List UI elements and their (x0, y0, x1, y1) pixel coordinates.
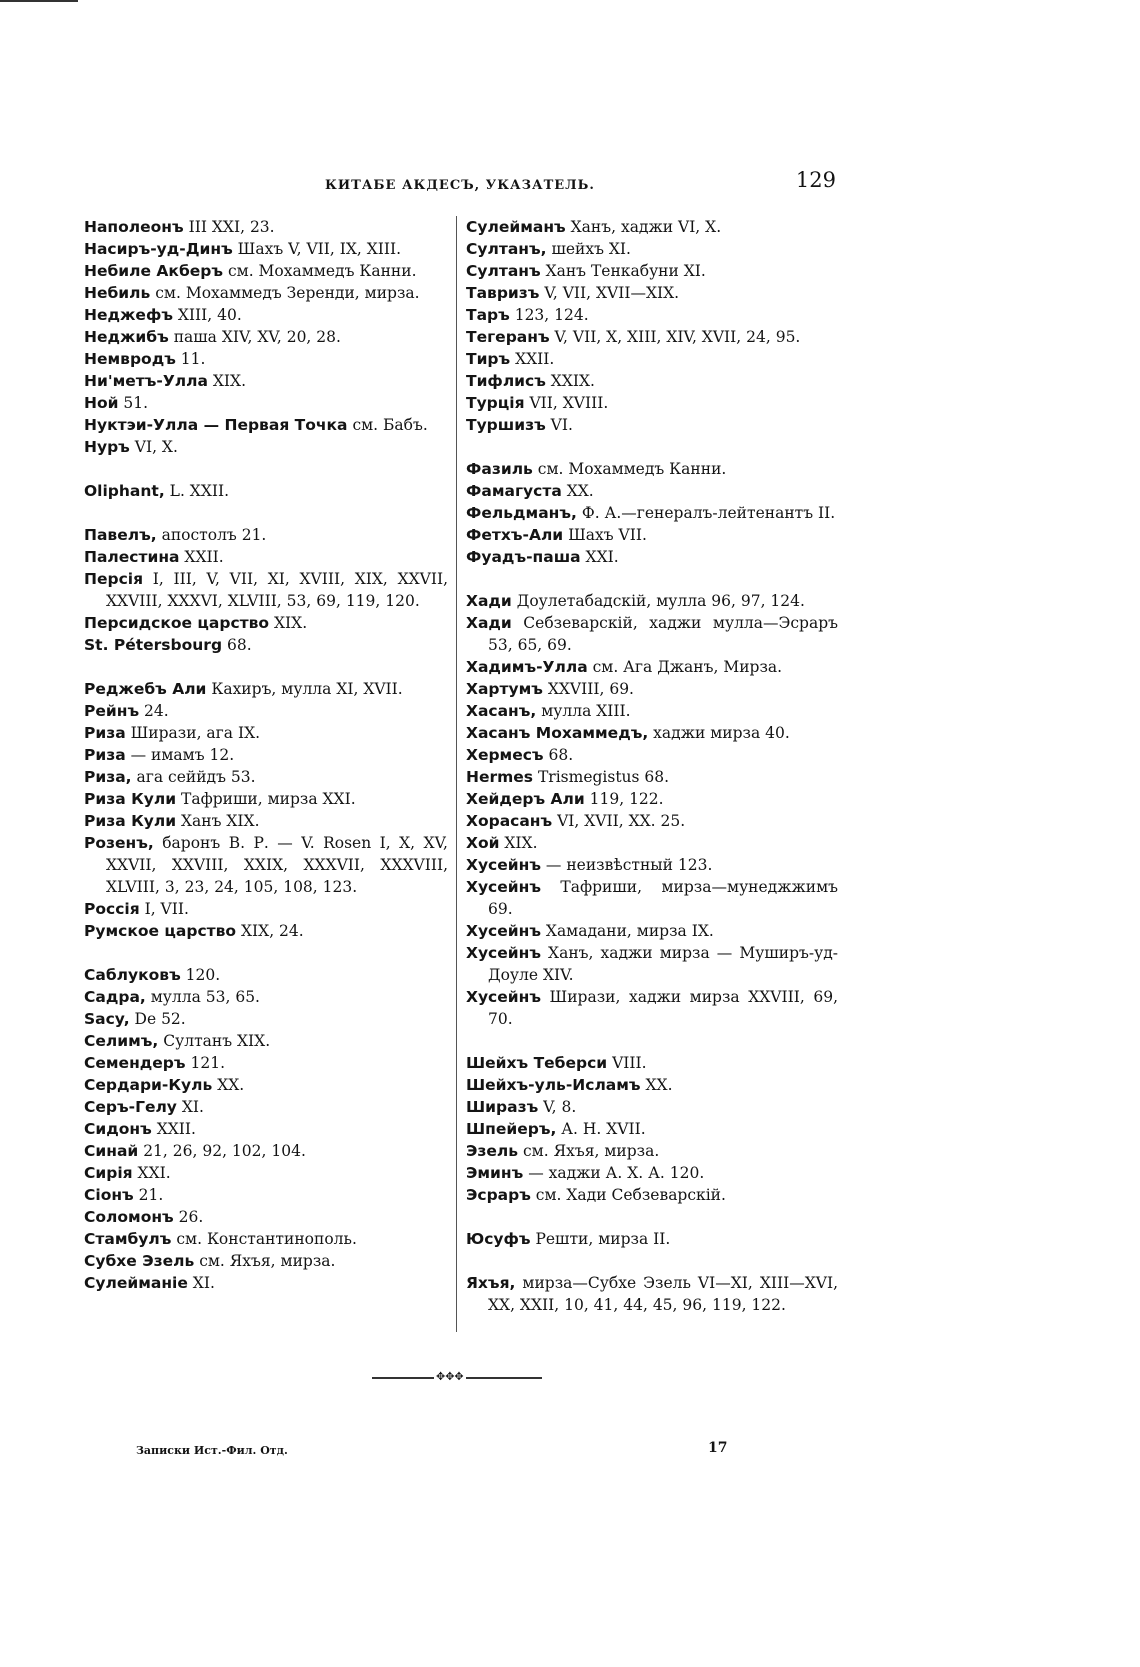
index-entry (466, 700, 838, 722)
entry-references: Ханъ Тенкабуни XI. (540, 262, 706, 280)
entry-headword: Персія (84, 570, 144, 588)
index-entry (84, 1074, 448, 1096)
entry-references: XI. (176, 1098, 204, 1116)
running-title: КИТАБЕ АКДЕСЪ, УКАЗАТЕЛЬ. (325, 178, 595, 193)
index-entry (466, 920, 838, 942)
entry-headword: Sacy, (84, 1010, 130, 1028)
entry-references: III XXI, 23. (183, 218, 275, 236)
entry-references: Тафриши, мирза—мунеджжимъ 69. (488, 878, 838, 918)
entry-references: XX. (640, 1076, 673, 1094)
index-entry (466, 348, 838, 370)
index-entry (466, 744, 838, 766)
entry-references: 26. (173, 1208, 204, 1226)
entry-headword: Небиль (84, 284, 151, 302)
entry-headword: Сулейманъ (466, 218, 566, 236)
entry-references: см. Мохаммедъ Канни. (223, 262, 417, 280)
entry-headword: Турція (466, 394, 525, 412)
entry-references: баронъ В. Р. — V. Rosen I, X, XV, XXVII, XXVIII, XXIX, XXXVII, XXXVIII, XLVIII, 3, 23, 24, 105, 108, 123. (106, 834, 448, 896)
entry-gap (466, 1206, 838, 1228)
entry-references: XX. (561, 482, 594, 500)
entry-headword: Сулейманіе (84, 1274, 188, 1292)
index-entry (466, 766, 838, 788)
entry-references: VII, XVIII. (524, 394, 609, 412)
index-entry (84, 480, 448, 502)
entry-headword: Синай (84, 1142, 139, 1160)
page-number: 129 (795, 168, 836, 192)
entry-references: см. Ага Джанъ, Мирза. (587, 658, 783, 676)
entry-headword: Павелъ, (84, 526, 157, 544)
entry-headword: Хусейнъ (466, 878, 541, 896)
entry-references: VI, X. (129, 438, 178, 456)
entry-headword: Риза Кули (84, 790, 177, 808)
entry-headword: Палестина (84, 548, 180, 566)
index-entry (466, 832, 838, 854)
entry-headword: Хорасанъ (466, 812, 553, 830)
entry-references: Шахъ VII. (563, 526, 647, 544)
index-entry (466, 238, 838, 260)
index-entry (466, 678, 838, 700)
entry-references: Ф. А.—генералъ-лейтенантъ II. (576, 504, 836, 522)
index-entry (84, 634, 448, 656)
index-column-right (466, 216, 838, 1316)
index-entry (466, 986, 838, 1030)
entry-references: см. Мохаммедъ Зеренди, мирза. (150, 284, 420, 302)
entry-headword: Саблуковъ (84, 966, 181, 984)
entry-headword: Хасанъ Мохаммедъ, (466, 724, 649, 742)
index-entry (84, 414, 448, 436)
entry-references: мулла 53, 65. (145, 988, 260, 1006)
entry-references: XIX. (499, 834, 538, 852)
entry-headword: Эзель (466, 1142, 519, 1160)
entry-headword: Риза, (84, 768, 132, 786)
entry-headword: Соломонъ (84, 1208, 174, 1226)
index-entry (466, 612, 838, 656)
index-entry (84, 238, 448, 260)
entry-references: 24. (139, 702, 169, 720)
index-entry (466, 788, 838, 810)
entry-headword: Фамагуста (466, 482, 562, 500)
entry-references: см. Яхъя, мирза. (194, 1252, 336, 1270)
index-entry (466, 524, 838, 546)
entry-references: XXI. (580, 548, 619, 566)
index-entry (466, 216, 838, 238)
index-entry (84, 568, 448, 612)
index-entry (466, 502, 838, 524)
column-divider (456, 216, 457, 1332)
entry-references: V, 8. (538, 1098, 577, 1116)
entry-headword: Эминъ (466, 1164, 524, 1182)
entry-headword: Султанъ, (466, 240, 547, 258)
entry-references: 51. (118, 394, 149, 412)
entry-headword: Хусейнъ (466, 856, 541, 874)
entry-references: — хаджи А. Х. А. 120. (523, 1164, 705, 1182)
entry-references: см. Яхъя, мирза. (518, 1142, 660, 1160)
entry-references: Шахъ V, VII, IX, XIII. (232, 240, 402, 258)
entry-headword: Султанъ (466, 262, 541, 280)
entry-references: V, VII, XVII—XIX. (539, 284, 680, 302)
entry-headword: Небиле Акберъ (84, 262, 224, 280)
entry-references: L. XXII. (164, 482, 230, 500)
footer-journal-title: Записки Ист.-Фил. Отд. (136, 1444, 288, 1457)
index-entry (84, 1250, 448, 1272)
index-entry (84, 1162, 448, 1184)
entry-headword: Сіонъ (84, 1186, 134, 1204)
entry-headword: Риза (84, 746, 126, 764)
index-entry (466, 876, 838, 920)
entry-headword: Риза (84, 724, 126, 742)
index-entry (84, 436, 448, 458)
footer-signature-mark: 17 (708, 1440, 728, 1456)
entry-references: Султанъ XIX. (158, 1032, 271, 1050)
index-entry (84, 810, 448, 832)
entry-references: 68. (543, 746, 574, 764)
entry-references: XXI. (132, 1164, 171, 1182)
index-entry (84, 986, 448, 1008)
entry-headword: Яхъя, (466, 1274, 516, 1292)
index-entry (84, 1096, 448, 1118)
entry-headword: Россія (84, 900, 140, 918)
index-entry (84, 744, 448, 766)
index-entry (466, 1184, 838, 1206)
entry-references: 11. (175, 350, 206, 368)
index-entry (466, 942, 838, 986)
index-entry (84, 1272, 448, 1294)
entry-headword: Туршизъ (466, 416, 546, 434)
index-entry (84, 832, 448, 898)
index-entry (84, 524, 448, 546)
entry-headword: Тиръ (466, 350, 511, 368)
entry-headword: Немвродъ (84, 350, 176, 368)
index-entry (84, 898, 448, 920)
index-entry (84, 304, 448, 326)
entry-references: Доулетабадскій, мулла 96, 97, 124. (511, 592, 805, 610)
entry-headword: Румское царство (84, 922, 237, 940)
entry-references: мирза—Субхе Эзель VI—XI, XIII—XVI, XX, XXII, 10, 41, 44, 45, 96, 119, 122. (488, 1274, 838, 1314)
entry-headword: Розенъ, (84, 834, 154, 852)
entry-headword: Садра, (84, 988, 146, 1006)
entry-references: XI. (187, 1274, 215, 1292)
index-entry (84, 282, 448, 304)
entry-references: 21, 26, 92, 102, 104. (138, 1142, 306, 1160)
entry-headword: St. Pétersbourg (84, 636, 223, 654)
index-entry (466, 458, 838, 480)
end-ornament (372, 1372, 542, 1384)
entry-gap (466, 1250, 838, 1272)
entry-headword: Тавризъ (466, 284, 540, 302)
index-entry (466, 480, 838, 502)
entry-headword: Неджефъ (84, 306, 173, 324)
entry-references: XIX. (207, 372, 246, 390)
entry-headword: Шейхъ Теберси (466, 1054, 608, 1072)
entry-references: Ширази, ага IX. (125, 724, 261, 742)
index-entry (466, 546, 838, 568)
index-entry (466, 1272, 838, 1316)
index-entry (466, 656, 838, 678)
entry-references: XXII. (179, 548, 224, 566)
index-entry (466, 260, 838, 282)
index-entry (84, 1030, 448, 1052)
entry-references: Ханъ, хаджи VI, X. (565, 218, 722, 236)
index-entry (84, 370, 448, 392)
index-entry (84, 1008, 448, 1030)
index-entry (466, 1052, 838, 1074)
entry-references: 119, 122. (584, 790, 664, 808)
entry-headword: Юсуфъ (466, 1230, 531, 1248)
entry-references: VI, XVII, XX. 25. (552, 812, 686, 830)
entry-references: XIII, 40. (172, 306, 242, 324)
entry-headword: Рейнъ (84, 702, 140, 720)
entry-references: XXVIII, 69. (542, 680, 634, 698)
index-entry (84, 788, 448, 810)
entry-gap (84, 458, 448, 480)
index-entry (84, 920, 448, 942)
entry-gap (84, 502, 448, 524)
entry-references: см. Константинополь. (171, 1230, 357, 1248)
entry-references: Ширази, хаджи мирза XXVIII, 69, 70. (488, 988, 838, 1028)
entry-headword: Хусейнъ (466, 944, 541, 962)
entry-headword: Нуръ (84, 438, 130, 456)
entry-references: XXII. (510, 350, 555, 368)
index-entry (84, 722, 448, 744)
entry-headword: Семендеръ (84, 1054, 186, 1072)
entry-headword: Сирія (84, 1164, 133, 1182)
index-entry (84, 700, 448, 722)
index-entry (84, 1184, 448, 1206)
entry-references: Trismegistus 68. (533, 768, 670, 786)
index-entry (466, 326, 838, 348)
index-entry (466, 1118, 838, 1140)
entry-headword: Фетхъ-Али (466, 526, 564, 544)
entry-headword: Реджебъ Али (84, 680, 207, 698)
entry-headword: Неджибъ (84, 328, 169, 346)
entry-headword: Эсраръ (466, 1186, 531, 1204)
index-entry (466, 854, 838, 876)
index-entry (466, 1228, 838, 1250)
index-entry (84, 348, 448, 370)
entry-references: Ханъ, хаджи мирза — Муширъ-уд-Доуле XIV. (488, 944, 838, 984)
entry-headword: Ни'метъ-Улла (84, 372, 208, 390)
entry-headword: Хадимъ-Улла (466, 658, 588, 676)
entry-headword: Стамбулъ (84, 1230, 172, 1248)
entry-references: Себзеварскій, хаджи мулла—Эсраръ 53, 65, 69. (488, 614, 838, 654)
entry-headword: Ной (84, 394, 119, 412)
entry-references: хаджи мирза 40. (648, 724, 790, 742)
entry-headword: Хусейнъ (466, 988, 541, 1006)
index-entry (466, 282, 838, 304)
top-rule (0, 0, 78, 2)
entry-references: см. Мохаммедъ Канни. (532, 460, 727, 478)
entry-references: паша XIV, XV, 20, 28. (168, 328, 341, 346)
entry-headword: Шейхъ-уль-Исламъ (466, 1076, 641, 1094)
index-entry (84, 678, 448, 700)
entry-gap (466, 436, 838, 458)
entry-references: Тафриши, мирза XXI. (176, 790, 356, 808)
index-entry (84, 1140, 448, 1162)
entry-references: см. Хади Себзеварскій. (530, 1186, 726, 1204)
entry-references: апостолъ 21. (156, 526, 267, 544)
entry-headword: Хейдеръ Али (466, 790, 585, 808)
index-entry (466, 590, 838, 612)
entry-references: XIX, 24. (236, 922, 304, 940)
index-entry (466, 1162, 838, 1184)
index-entry (84, 1118, 448, 1140)
index-entry (84, 546, 448, 568)
entry-headword: Хади (466, 614, 512, 632)
entry-headword: Сердари-Куль (84, 1076, 213, 1094)
entry-references: VI. (545, 416, 573, 434)
ornament-flourish: ✥✥✥ (436, 1370, 464, 1383)
entry-headword: Oliphant, (84, 482, 165, 500)
index-entry (84, 766, 448, 788)
entry-headword: Селимъ, (84, 1032, 159, 1050)
entry-references: 68. (222, 636, 252, 654)
entry-references: XXII. (151, 1120, 196, 1138)
entry-headword: Hermes (466, 768, 534, 786)
entry-headword: Хермесъ (466, 746, 544, 764)
index-entry (84, 1206, 448, 1228)
entry-headword: Нуктэи-Улла — Первая Точка (84, 416, 348, 434)
entry-references: 121. (185, 1054, 226, 1072)
entry-gap (84, 942, 448, 964)
entry-headword: Фазиль (466, 460, 533, 478)
index-column-left (84, 216, 448, 1294)
page-header (84, 168, 836, 200)
entry-references: см. Бабъ. (347, 416, 428, 434)
index-entry (84, 1052, 448, 1074)
index-entry (84, 260, 448, 282)
entry-references: мулла XIII. (536, 702, 631, 720)
entry-headword: Наполеонъ (84, 218, 184, 236)
entry-references: XIX. (269, 614, 308, 632)
entry-references: VIII. (607, 1054, 647, 1072)
entry-references: XXIX. (545, 372, 595, 390)
entry-headword: Персидское царство (84, 614, 270, 632)
entry-headword: Хой (466, 834, 500, 852)
entry-headword: Риза Кули (84, 812, 177, 830)
index-entry (466, 304, 838, 326)
index-entry (466, 722, 838, 744)
index-entry (84, 216, 448, 238)
index-entry (466, 1140, 838, 1162)
entry-headword: Таръ (466, 306, 510, 324)
entry-headword: Фельдманъ, (466, 504, 577, 522)
entry-headword: Хартумъ (466, 680, 543, 698)
entry-references: Решти, мирза II. (530, 1230, 671, 1248)
entry-references: — имамъ 12. (125, 746, 235, 764)
entry-headword: Тегеранъ (466, 328, 550, 346)
entry-references: XX. (212, 1076, 245, 1094)
index-entry (84, 392, 448, 414)
entry-references: Хамадани, мирза IX. (540, 922, 714, 940)
index-entry (466, 810, 838, 832)
index-entry (84, 964, 448, 986)
entry-references: 21. (133, 1186, 164, 1204)
entry-headword: Тифлисъ (466, 372, 546, 390)
entry-headword: Сидонъ (84, 1120, 152, 1138)
entry-references: V, VII, X, XIII, XIV, XVII, 24, 95. (549, 328, 801, 346)
entry-references: I, III, V, VII, XI, XVIII, XIX, XXVII, XXVIII, XXXVI, XLVIII, 53, 69, 119, 120. (106, 570, 448, 610)
index-entry (84, 326, 448, 348)
entry-references: А. Н. XVII. (556, 1120, 646, 1138)
entry-references: 120. (180, 966, 221, 984)
entry-references: Кахиръ, мулла XI, XVII. (206, 680, 403, 698)
index-entry (466, 370, 838, 392)
index-entry (466, 1074, 838, 1096)
entry-headword: Хади (466, 592, 512, 610)
index-entry (466, 1096, 838, 1118)
entry-references: шейхъ XI. (546, 240, 631, 258)
entry-gap (466, 1030, 838, 1052)
entry-references: De 52. (129, 1010, 186, 1028)
index-entry (84, 1228, 448, 1250)
entry-headword: Хасанъ, (466, 702, 537, 720)
entry-references: ага сеййдъ 53. (131, 768, 256, 786)
entry-gap (466, 568, 838, 590)
entry-headword: Фуадъ-паша (466, 548, 581, 566)
entry-headword: Хусейнъ (466, 922, 541, 940)
entry-headword: Насиръ-уд-Динъ (84, 240, 233, 258)
index-entry (466, 414, 838, 436)
entry-headword: Шпейеръ, (466, 1120, 557, 1138)
entry-headword: Субхе Эзель (84, 1252, 195, 1270)
entry-references: I, VII. (139, 900, 189, 918)
index-entry (466, 392, 838, 414)
entry-references: 123, 124. (509, 306, 589, 324)
entry-gap (84, 656, 448, 678)
entry-references: Ханъ XIX. (176, 812, 260, 830)
entry-headword: Ширазъ (466, 1098, 539, 1116)
index-entry (84, 612, 448, 634)
entry-references: — неизвѣстный 123. (540, 856, 713, 874)
entry-headword: Серъ-Гелу (84, 1098, 177, 1116)
